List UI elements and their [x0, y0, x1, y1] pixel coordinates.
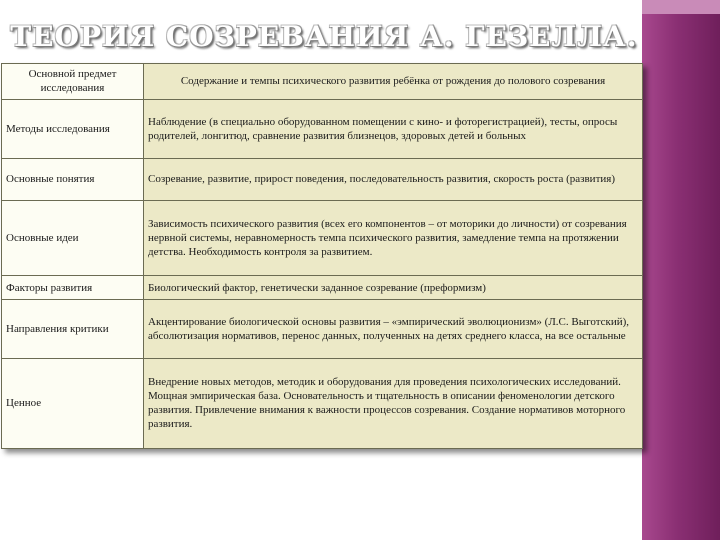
decorative-top-strip — [642, 0, 720, 14]
row-content: Содержание и темпы психического развития ребёнка от рождения до полового созревания — [144, 64, 643, 100]
table-row — [2, 200, 643, 276]
row-label: Методы исследования — [2, 99, 144, 158]
row-label: Основные идеи — [2, 200, 144, 276]
row-content: Наблюдение (в специально оборудованном помещении с кино- и фоторегистрацией), тесты, опросы родителей, лонгитюд, сравнение развития близнецов, здоровых детей и больных — [144, 99, 643, 158]
table-row — [2, 158, 643, 200]
slide-title: ТЕОРИЯ СОЗРЕВАНИЯ А. ГЕЗЕЛЛА. — [10, 20, 638, 53]
table-row — [2, 299, 643, 358]
row-content: Акцентирование биологической основы развития – «эмпирический эволюционизм» (Л.С. Выготский), абсолютизация нормативов, перенос данных, полученных на детях среднего класса, на все остальные — [144, 299, 643, 358]
row-content: Созревание, развитие, прирост поведения, последовательность развития, скорость роста (развития) — [144, 158, 643, 200]
row-label: Основной предмет исследования — [2, 64, 144, 100]
table-row — [2, 276, 643, 299]
theory-table — [1, 63, 643, 449]
theory-table-container — [1, 63, 643, 449]
row-content: Биологический фактор, генетически заданное созревание (преформизм) — [144, 276, 643, 299]
table-row — [2, 358, 643, 449]
table-row — [2, 99, 643, 158]
row-content: Внедрение новых методов, методик и оборудования для проведения психологических исследований. Мощная эмпирическая база. Основательность и тщательность в описании феноменологии детского развития. Привлечение внимания к важности процессов созревания. Создание нормативов моторного развития. — [144, 358, 643, 449]
table-row — [2, 64, 643, 100]
row-label: Основные понятия — [2, 158, 144, 200]
row-label: Направления критики — [2, 299, 144, 358]
row-content: Зависимость психического развития (всех его компонентов – от моторики до личности) от созревания нервной системы, неравномерность темпа психического развития, замедление темпа на протяжении детства. Необходимость контроля за развитием. — [144, 200, 643, 276]
row-label: Факторы развития — [2, 276, 144, 299]
row-label: Ценное — [2, 358, 144, 449]
decorative-side-band — [642, 0, 720, 540]
